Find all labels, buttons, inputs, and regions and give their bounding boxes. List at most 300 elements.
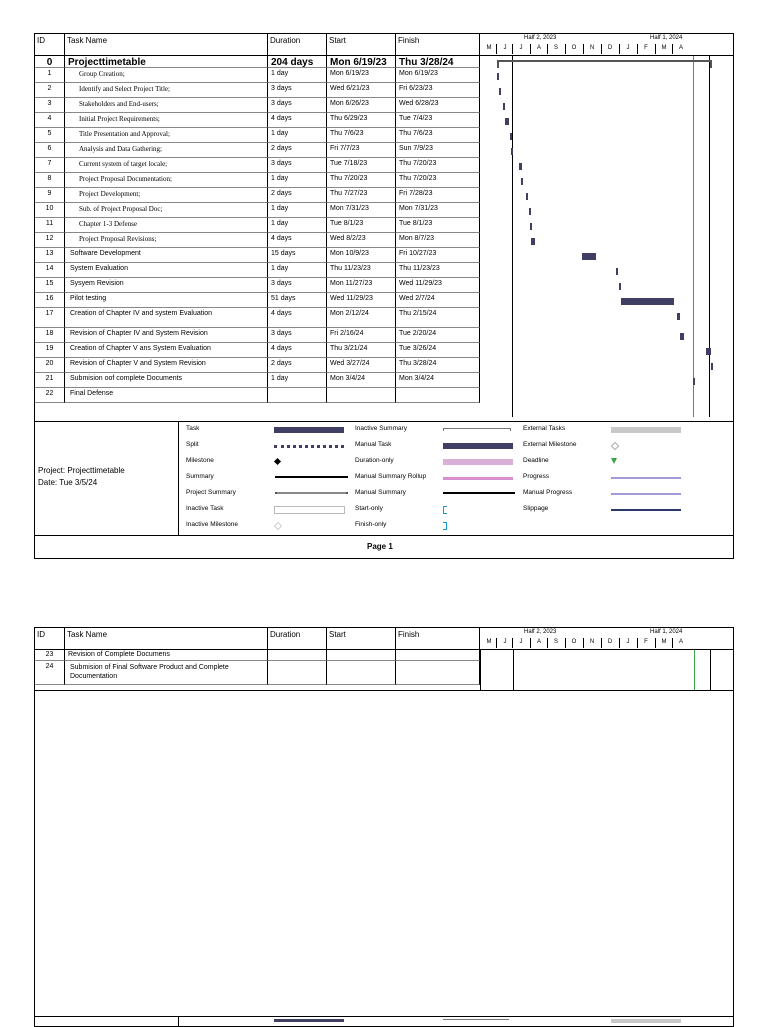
legend-label: Milestone xyxy=(186,457,214,464)
gantt-page-1 xyxy=(34,33,734,559)
timeline-separator xyxy=(496,638,497,648)
cell-finish: Mon 3/4/24 xyxy=(396,373,480,388)
timeline-month-label: S xyxy=(553,639,558,645)
legend-label: Split xyxy=(186,441,199,448)
inactive-summary-sample xyxy=(443,1019,509,1022)
table-row[interactable] xyxy=(35,158,480,173)
task-bar[interactable] xyxy=(510,133,512,140)
task-bar[interactable] xyxy=(706,348,711,355)
table-row[interactable] xyxy=(35,188,480,203)
legend-label: Duration-only xyxy=(355,457,394,464)
cell-finish: Thu 3/28/24 xyxy=(396,55,480,68)
table-header xyxy=(35,34,733,56)
cell-start: Tue 7/18/23 xyxy=(327,158,396,173)
summary-bar[interactable] xyxy=(497,60,712,62)
table-row[interactable] xyxy=(35,649,480,661)
cell-id: 15 xyxy=(35,278,65,293)
timeline-separator xyxy=(565,44,566,54)
cell-id: 8 xyxy=(35,173,65,188)
cell-start: Mon 11/27/23 xyxy=(327,278,396,293)
cell-finish: Fri 7/28/23 xyxy=(396,188,480,203)
cell-finish xyxy=(396,649,480,661)
table-row[interactable] xyxy=(35,373,480,388)
cell-finish: Wed 6/28/23 xyxy=(396,98,480,113)
cell-name: Revision of Complete Documens xyxy=(65,649,268,661)
col-finish-header: Finish xyxy=(396,34,480,55)
external-tasks-sample xyxy=(611,1019,681,1023)
cell-finish: Fri 10/27/23 xyxy=(396,248,480,263)
table-row[interactable] xyxy=(35,113,480,128)
timeline-half-label: Half 1, 2024 xyxy=(650,629,683,635)
cell-start: Thu 3/21/24 xyxy=(327,343,396,358)
cell-duration: 3 days xyxy=(268,83,327,98)
legend-label: Manual Summary Rollup xyxy=(355,473,427,480)
cell-start: Tue 8/1/23 xyxy=(327,218,396,233)
cell-name: Sub. of Project Proposal Doc; xyxy=(65,203,268,218)
timeline-column-divider xyxy=(710,650,711,690)
cell-id: 3 xyxy=(35,98,65,113)
cell-start xyxy=(327,388,396,403)
col-id-header: ID xyxy=(35,34,65,55)
col-id-header: ID xyxy=(35,628,65,649)
cell-duration: 2 days xyxy=(268,143,327,158)
cell-start: Wed 6/21/23 xyxy=(327,83,396,98)
summary-sample xyxy=(275,476,348,478)
timeline-separator xyxy=(619,638,620,648)
finish-only-sample xyxy=(443,522,447,530)
cell-finish: Thu 7/20/23 xyxy=(396,158,480,173)
progress-sample xyxy=(611,477,681,479)
timeline-header xyxy=(480,34,735,55)
timeline-month-label: J xyxy=(503,639,507,645)
cell-name: Initial Project Requirements; xyxy=(65,113,268,128)
timeline-month-label: J xyxy=(626,639,630,645)
cell-finish xyxy=(396,388,480,403)
cell-id: 2 xyxy=(35,83,65,98)
col-start-header: Start xyxy=(327,628,396,649)
timeline-month-label: A xyxy=(536,45,541,51)
timeline-month-label: N xyxy=(589,45,595,51)
cell-duration: 4 days xyxy=(268,308,327,328)
cell-id: 13 xyxy=(35,248,65,263)
table-row[interactable] xyxy=(35,293,480,308)
cell-duration: 3 days xyxy=(268,328,327,343)
legend-label: Task xyxy=(186,425,200,432)
cell-finish: Tue 3/26/24 xyxy=(396,343,480,358)
cell-name: Pilot testing xyxy=(65,293,268,308)
timeline-separator xyxy=(496,44,497,54)
col-duration-header: Duration xyxy=(268,628,327,649)
inactive-summary-sample xyxy=(443,428,511,431)
project-date: Date: Tue 3/5/24 xyxy=(38,478,98,487)
legend-project-box xyxy=(35,422,179,535)
col-finish-header: Finish xyxy=(396,628,480,649)
timeline-separator xyxy=(655,44,656,54)
cell-name xyxy=(65,661,268,685)
timeline-month-label: O xyxy=(571,45,577,51)
slippage-sample xyxy=(611,509,681,511)
cell-duration: 51 days xyxy=(268,293,327,308)
cell-name: Creation of Chapter V ans System Evaluation xyxy=(65,343,268,358)
task-bar[interactable] xyxy=(677,313,680,320)
task-bar[interactable] xyxy=(503,103,505,110)
task-bar[interactable] xyxy=(505,118,510,125)
cell-name: Sysyem Revision xyxy=(65,278,268,293)
timeline-month-label: M xyxy=(661,639,667,645)
legend-label: Deadline xyxy=(523,457,549,464)
timeline-separator xyxy=(672,44,673,54)
cell-start: Mon 2/12/24 xyxy=(327,308,396,328)
table-row[interactable] xyxy=(35,128,480,143)
legend-label: Manual Summary xyxy=(355,489,406,496)
timeline-separator xyxy=(637,44,638,54)
timeline-header xyxy=(480,628,735,649)
manual-task-sample xyxy=(443,443,513,449)
legend-label: Manual Progress xyxy=(523,489,573,496)
col-name-header: Task Name xyxy=(65,34,268,55)
cell-duration xyxy=(268,649,327,661)
cell-start xyxy=(327,649,396,661)
cell-id: 0 xyxy=(35,55,65,68)
legend-label: Start-only xyxy=(355,505,383,512)
summary-bar-cap xyxy=(497,60,499,68)
cell-start: Mon 6/19/23 xyxy=(327,55,396,68)
cell-finish: Thu 11/23/23 xyxy=(396,263,480,278)
cell-id: 20 xyxy=(35,358,65,373)
cell-duration xyxy=(268,388,327,403)
legend-label: Inactive Task xyxy=(186,505,224,512)
legend-label: Slippage xyxy=(523,505,549,512)
cell-duration: 4 days xyxy=(268,233,327,248)
cell-name: Projecttimetable xyxy=(65,55,268,68)
timeline-month-label: J xyxy=(519,639,523,645)
cell-duration xyxy=(268,661,327,685)
task-bar[interactable] xyxy=(511,148,513,155)
timeline-separator xyxy=(672,638,673,648)
task-bar[interactable] xyxy=(519,163,521,170)
cell-start: Thu 7/27/23 xyxy=(327,188,396,203)
cell-duration: 1 day xyxy=(268,373,327,388)
gantt-chart-area xyxy=(480,56,734,417)
legend-label: Project Summary xyxy=(186,489,236,496)
cell-duration: 15 days xyxy=(268,248,327,263)
cell-start: Mon 6/26/23 xyxy=(327,98,396,113)
cell-id: 5 xyxy=(35,128,65,143)
task-bar[interactable] xyxy=(582,253,596,260)
col-start-header: Start xyxy=(327,34,396,55)
timeline-column-divider xyxy=(513,650,514,690)
cell-duration: 3 days xyxy=(268,98,327,113)
project-name: Project: Projecttimetable xyxy=(38,466,125,475)
table-row[interactable] xyxy=(35,263,480,278)
start-only-sample xyxy=(443,506,447,514)
gantt-page-2 xyxy=(34,627,734,1027)
cell-duration: 1 day xyxy=(268,203,327,218)
cell-name: Stakeholders and End-users; xyxy=(65,98,268,113)
task-sample xyxy=(274,427,344,433)
table-row[interactable] xyxy=(35,173,480,188)
cell-duration: 1 day xyxy=(268,218,327,233)
timeline-month-label: A xyxy=(678,45,683,51)
legend-label: Inactive Summary xyxy=(355,425,408,432)
manual-summary-sample xyxy=(443,492,515,494)
task-sample xyxy=(274,1019,344,1022)
cell-name: Current system of target locale; xyxy=(65,158,268,173)
timeline-separator xyxy=(565,638,566,648)
task-bar[interactable] xyxy=(693,378,695,385)
task-bar[interactable] xyxy=(530,223,532,230)
cell-start: Thu 11/23/23 xyxy=(327,263,396,278)
timeline-month-label: M xyxy=(486,639,492,645)
task-bar[interactable] xyxy=(616,268,618,275)
cell-duration: 1 day xyxy=(268,173,327,188)
cell-id: 16 xyxy=(35,293,65,308)
cell-id: 23 xyxy=(35,649,65,661)
cell-finish: Thu 2/15/24 xyxy=(396,308,480,328)
cell-start: Wed 8/2/23 xyxy=(327,233,396,248)
timeline-separator xyxy=(547,44,548,54)
timeline-separator xyxy=(530,44,531,54)
timeline-separator xyxy=(583,638,584,648)
cell-start: Mon 7/31/23 xyxy=(327,203,396,218)
task-bar[interactable] xyxy=(521,178,523,185)
cell-finish: Thu 3/28/24 xyxy=(396,358,480,373)
legend-label: Manual Task xyxy=(355,441,392,448)
cell-duration: 1 day xyxy=(268,263,327,278)
cell-start: Thu 6/29/23 xyxy=(327,113,396,128)
cell-duration: 3 days xyxy=(268,278,327,293)
cell-duration: 1 day xyxy=(268,128,327,143)
cell-name: Project Proposal Revisions; xyxy=(65,233,268,248)
timeline-month-label: M xyxy=(661,45,667,51)
table-row[interactable] xyxy=(35,358,480,373)
cell-name: Creation of Chapter IV and system Evaluation xyxy=(65,308,268,328)
external-tasks-sample xyxy=(611,427,681,433)
table-row[interactable] xyxy=(35,233,480,248)
cell-id: 22 xyxy=(35,388,65,403)
deadline-icon xyxy=(611,458,617,464)
timeline-month-label: M xyxy=(486,45,492,51)
milestone-sample xyxy=(274,458,281,465)
blank-area xyxy=(35,690,733,691)
timeline-half-label: Half 2, 2023 xyxy=(524,35,557,41)
timeline-separator xyxy=(512,638,513,648)
cell-id: 11 xyxy=(35,218,65,233)
cell-name: Revision of Chapter V and System Revision xyxy=(65,358,268,373)
summary-bar-cap xyxy=(710,60,712,68)
task-bar[interactable] xyxy=(497,73,499,80)
col-duration-header: Duration xyxy=(268,34,327,55)
timeline-month-label: F xyxy=(644,45,648,51)
manual-progress-sample xyxy=(611,493,681,495)
cell-id: 10 xyxy=(35,203,65,218)
timeline-separator xyxy=(655,638,656,648)
cell-id: 24 xyxy=(35,661,65,685)
cell-finish: Mon 6/19/23 xyxy=(396,68,480,83)
timeline-separator xyxy=(619,44,620,54)
cell-name-line: Submision of Final Software Product and Complete xyxy=(70,664,229,671)
cell-start: Mon 6/19/23 xyxy=(327,68,396,83)
cell-name: Software Development xyxy=(65,248,268,263)
table-row[interactable] xyxy=(35,661,480,685)
timeline-separator xyxy=(583,44,584,54)
table-row[interactable] xyxy=(35,143,480,158)
cell-finish: Tue 8/1/23 xyxy=(396,218,480,233)
timeline-separator xyxy=(637,638,638,648)
cell-id: 12 xyxy=(35,233,65,248)
table-row[interactable] xyxy=(35,278,480,293)
timeline-half-label: Half 2, 2023 xyxy=(524,629,557,635)
timeline-separator xyxy=(512,44,513,54)
gantt-chart-area xyxy=(480,650,735,690)
cell-duration: 204 days xyxy=(268,55,327,68)
table-row[interactable] xyxy=(35,248,480,263)
cell-id: 4 xyxy=(35,113,65,128)
deadline-line xyxy=(693,56,694,417)
legend-label: Progress xyxy=(523,473,550,480)
deadline-line xyxy=(694,650,695,690)
cell-name: System Evaluation xyxy=(65,263,268,278)
cell-name: Group Creation; xyxy=(65,68,268,83)
cell-id: 17 xyxy=(35,308,65,328)
timeline-month-label: F xyxy=(644,639,648,645)
table-row[interactable] xyxy=(35,98,480,113)
manual-summary-rollup-sample xyxy=(443,477,513,480)
legend-project-box xyxy=(178,1017,179,1027)
timeline-separator xyxy=(547,638,548,648)
table-row[interactable] xyxy=(35,328,480,343)
cell-duration: 4 days xyxy=(268,343,327,358)
cell-id: 9 xyxy=(35,188,65,203)
cell-finish: Sun 7/9/23 xyxy=(396,143,480,158)
project-summary-sample xyxy=(275,492,348,494)
legend-label: Summary xyxy=(186,473,214,480)
timeline-month-label: S xyxy=(553,45,558,51)
cell-duration: 4 days xyxy=(268,113,327,128)
cell-start xyxy=(327,661,396,685)
cell-duration: 3 days xyxy=(268,158,327,173)
cell-finish: Thu 7/20/23 xyxy=(396,173,480,188)
table-row[interactable] xyxy=(35,203,480,218)
cell-finish: Wed 2/7/24 xyxy=(396,293,480,308)
cell-name: Identify and Select Project Title; xyxy=(65,83,268,98)
timeline-month-label: J xyxy=(626,45,630,51)
cell-duration: 1 day xyxy=(268,68,327,83)
cell-name: Analysis and Data Gathering; xyxy=(65,143,268,158)
timeline-month-label: O xyxy=(571,639,577,645)
timeline-month-label: J xyxy=(503,45,507,51)
timeline-month-label: D xyxy=(607,45,613,51)
table-row[interactable] xyxy=(35,83,480,98)
timeline-month-label: J xyxy=(519,45,523,51)
legend-strip xyxy=(35,1016,733,1027)
table-row[interactable] xyxy=(35,68,480,83)
page-number: Page 1 xyxy=(367,542,393,551)
cell-finish: Mon 7/31/23 xyxy=(396,203,480,218)
timeline-month-label: A xyxy=(678,639,683,645)
cell-id: 21 xyxy=(35,373,65,388)
cell-id: 18 xyxy=(35,328,65,343)
cell-duration: 2 days xyxy=(268,358,327,373)
timeline-separator xyxy=(530,638,531,648)
timeline-month-label: A xyxy=(536,639,541,645)
timeline-half-label: Half 1, 2024 xyxy=(650,35,683,41)
cell-finish: Tue 7/4/23 xyxy=(396,113,480,128)
cell-start: Mon 10/9/23 xyxy=(327,248,396,263)
duration-only-sample xyxy=(443,459,513,465)
cell-start: Fri 7/7/23 xyxy=(327,143,396,158)
table-row[interactable] xyxy=(35,55,480,68)
cell-start: Mon 3/4/24 xyxy=(327,373,396,388)
col-name-header: Task Name xyxy=(65,628,268,649)
cell-name: Chapter 1-3 Defense xyxy=(65,218,268,233)
table-row[interactable] xyxy=(35,308,480,328)
legend-label: External Milestone xyxy=(523,441,577,448)
cell-name: Final Defense xyxy=(65,388,268,403)
table-row[interactable] xyxy=(35,343,480,358)
task-bar[interactable] xyxy=(680,333,684,340)
timeline-separator xyxy=(601,44,602,54)
legend-label: Inactive Milestone xyxy=(186,521,239,528)
timeline-month-label: D xyxy=(607,639,613,645)
cell-finish: Fri 6/23/23 xyxy=(396,83,480,98)
task-bar[interactable] xyxy=(711,363,713,370)
cell-finish: Tue 2/20/24 xyxy=(396,328,480,343)
cell-duration: 2 days xyxy=(268,188,327,203)
task-bar[interactable] xyxy=(621,298,675,305)
task-bar[interactable] xyxy=(619,283,621,290)
table-header xyxy=(35,628,733,650)
cell-name: Title Presentation and Approval; xyxy=(65,128,268,143)
cell-start: Thu 7/6/23 xyxy=(327,128,396,143)
task-bar[interactable] xyxy=(499,88,501,95)
task-bar[interactable] xyxy=(531,238,536,245)
cell-start: Thu 7/20/23 xyxy=(327,173,396,188)
cell-id: 14 xyxy=(35,263,65,278)
legend xyxy=(35,421,733,536)
split-sample xyxy=(274,445,344,451)
external-milestone-sample xyxy=(611,442,619,450)
cell-start: Wed 3/27/24 xyxy=(327,358,396,373)
legend-label: External Tasks xyxy=(523,425,566,432)
cell-id: 6 xyxy=(35,143,65,158)
cell-name: Project Proposal Documentation; xyxy=(65,173,268,188)
cell-name: Revision of Chapter IV and System Revision xyxy=(65,328,268,343)
cell-start: Fri 2/16/24 xyxy=(327,328,396,343)
cell-name-line: Documentation xyxy=(70,673,118,680)
cell-name: Project Development; xyxy=(65,188,268,203)
cell-id: 1 xyxy=(35,68,65,83)
legend-label: Finish-only xyxy=(355,521,387,528)
timeline-column-divider xyxy=(512,56,513,417)
cell-name: Submision oof complete Documents xyxy=(65,373,268,388)
cell-finish: Wed 11/29/23 xyxy=(396,278,480,293)
cell-finish: Thu 7/6/23 xyxy=(396,128,480,143)
inactive-milestone-sample xyxy=(274,522,282,530)
timeline-separator xyxy=(601,638,602,648)
task-bar[interactable] xyxy=(526,193,528,200)
cell-finish xyxy=(396,661,480,685)
timeline-month-label: N xyxy=(589,639,595,645)
cell-finish: Mon 8/7/23 xyxy=(396,233,480,248)
table-row[interactable] xyxy=(35,218,480,233)
task-bar[interactable] xyxy=(529,208,531,215)
table-row[interactable] xyxy=(35,388,480,403)
cell-id: 19 xyxy=(35,343,65,358)
inactive-task-sample xyxy=(274,506,345,514)
cell-id: 7 xyxy=(35,158,65,173)
cell-start: Wed 11/29/23 xyxy=(327,293,396,308)
